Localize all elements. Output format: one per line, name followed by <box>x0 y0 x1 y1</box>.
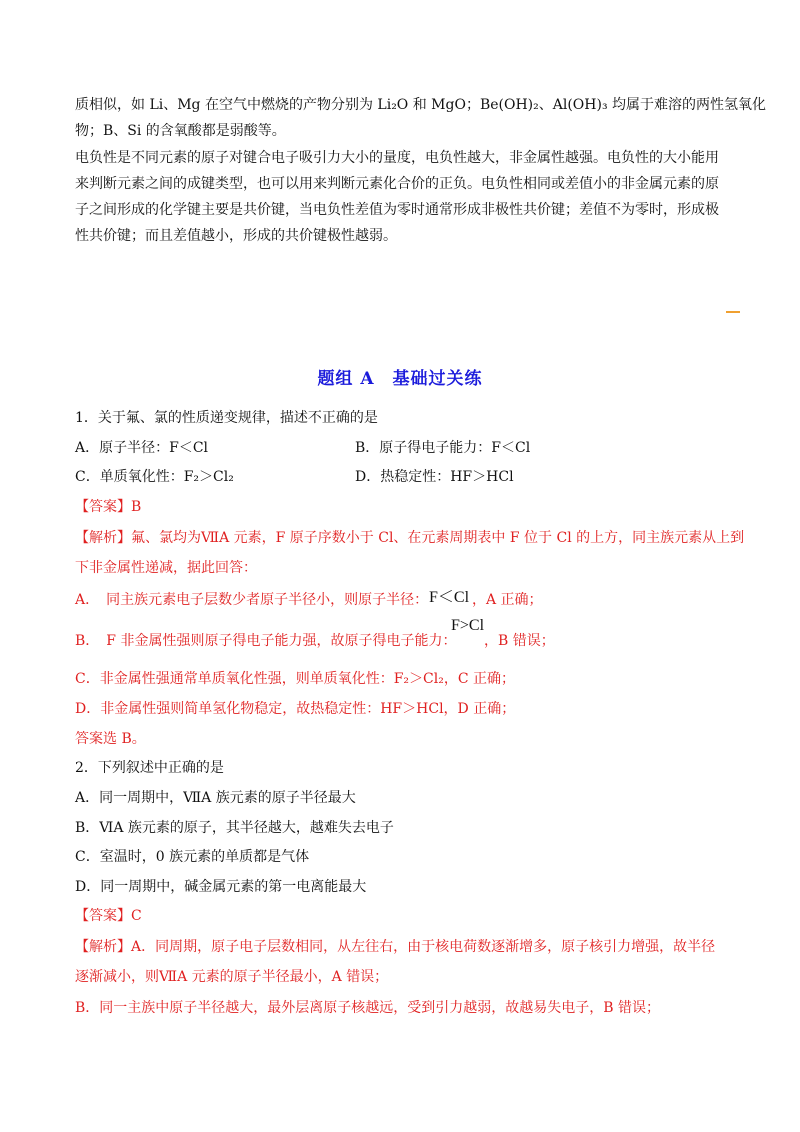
q1-answer: 【答案】B <box>75 499 142 515</box>
q2-answer: 【答案】C <box>75 908 142 924</box>
q2-option-a: A．同一周期中，ⅦA 族元素的原子半径最大 <box>75 790 356 806</box>
q1-analysis-b: B． F 非金属性强则原子得电子能力强，故原子得电子能力： <box>75 633 457 649</box>
q2-option-b: B．ⅥA 族元素的原子，其半径越大，越难失去电子 <box>75 820 394 836</box>
intro-line-3: 电负性是不同元素的原子对键合电子吸引力大小的量度，电负性越大，非金属性越强。电负性的大小能用 <box>75 150 719 166</box>
intro-line-1: 质相似，如 Li、Mg 在空气中燃烧的产物分别为 Li₂O 和 MgO；Be(OH)₂、Al(OH)₃ 均属于难溶的两性氢氧化 <box>75 97 767 113</box>
q1-analysis-c: C．非金属性强通常单质氧化性强，则单质氧化性：F₂＞Cl₂，C 正确； <box>75 671 516 687</box>
q1-analysis-line-1: 【解析】氟、氯均为ⅦA 元素，F 原子序数小于 Cl、在元素周期表中 F 位于 Cl 的上方，同主族元素从上到 <box>75 530 745 546</box>
q1-option-c: C．单质氧化性：F₂＞Cl₂ <box>75 469 234 485</box>
q1-analysis-a-text: A． 同主族元素电子层数少者原子半径小，则原子半径： <box>75 592 429 608</box>
q1-stem: 1．关于氟、氯的性质递变规律，描述不正确的是 <box>75 410 378 426</box>
section-title: 题组 A 基础过关练 <box>317 369 483 389</box>
intro-line-6: 性共价键；而且差值越小，形成的共价键极性越弱。 <box>75 228 397 244</box>
q1-analysis-a <box>75 590 428 610</box>
q1-analysis-d: D．非金属性强则简单氢化物稳定，故热稳定性：HF＞HCl，D 正确； <box>75 701 516 717</box>
q2-option-d: D．同一周期中，碱金属元素的第一电离能最大 <box>75 879 367 895</box>
q1-option-d: D．热稳定性：HF＞HCl <box>355 469 514 485</box>
q1-formula-b: F>Cl <box>451 617 485 634</box>
q2-analysis-line-2: 逐渐减小，则ⅦA 元素的原子半径最小，A 错误； <box>75 969 389 985</box>
q1-analysis-a-end: ，A 正确； <box>472 592 543 608</box>
q1-analysis-line-2: 下非金属性递减，据此回答： <box>75 560 257 576</box>
q2-analysis-line-3: B．同一主族中原子半径越大，最外层离原子核越远，受到引力越弱，故越易失电子，B 错误； <box>75 1000 661 1016</box>
q1-formula-a: F＜Cl <box>429 589 470 606</box>
q1-analysis-b-end: ，B 错误； <box>484 633 555 649</box>
q2-option-c: C．室温时，0 族元素的单质都是气体 <box>75 849 310 865</box>
q2-stem: 2．下列叙述中正确的是 <box>75 760 224 776</box>
orange-dash-mark <box>726 311 740 313</box>
q2-analysis-line-1: 【解析】A．同周期，原子电子层数相同，从左往右，由于核电荷数逐渐增多，原子核引力增强，故半径 <box>75 939 716 955</box>
q1-option-b: B．原子得电子能力：F＜Cl <box>355 440 531 456</box>
intro-line-5: 子之间形成的化学键主要是共价键，当电负性差值为零时通常形成非极性共价键；差值不为零时，形成极 <box>75 202 719 218</box>
q1-option-a: A．原子半径：F＜Cl <box>75 440 209 456</box>
intro-line-2: 物；B、Si 的含氧酸都是弱酸等。 <box>75 123 286 139</box>
q1-final-answer: 答案选 B。 <box>75 731 146 747</box>
intro-line-4: 来判断元素之间的成键类型，也可以用来判断元素化合价的正负。电负性相同或差值小的非金属元素的原 <box>75 176 719 192</box>
